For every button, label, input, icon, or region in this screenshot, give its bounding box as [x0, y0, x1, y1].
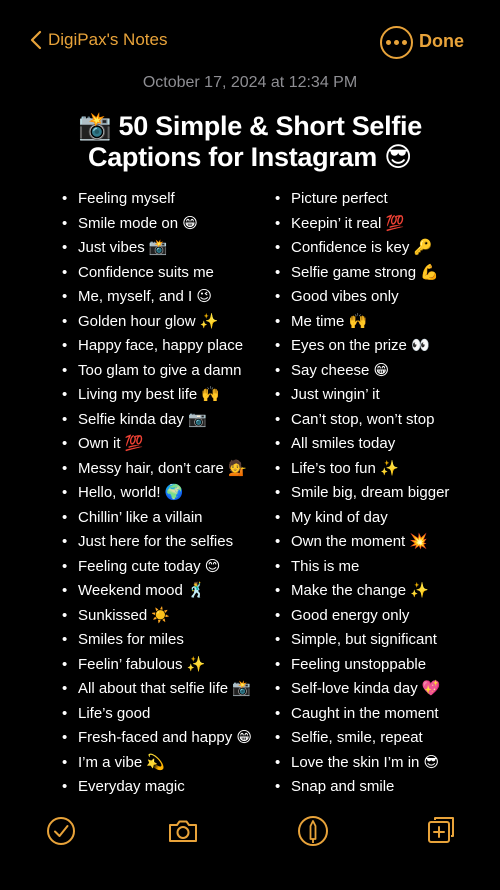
- caption-list-item: • Everyday magic: [62, 775, 252, 800]
- caption-list-item: • Caught in the moment: [275, 702, 449, 727]
- caption-list-item: • Eyes on the prize 👀: [275, 334, 449, 359]
- caption-list-item: • Just vibes 📸: [62, 236, 252, 261]
- caption-list-item: • Simple, but significant: [275, 628, 449, 653]
- caption-list-item: • Smiles for miles: [62, 628, 252, 653]
- caption-list-item: • Sunkissed ☀️: [62, 604, 252, 629]
- caption-list-item: • Feelin’ fabulous ✨: [62, 653, 252, 678]
- note-title-line-1: 📸 50 Simple & Short Selfie: [78, 111, 422, 141]
- caption-list-item: • Love the skin I’m in 😎: [275, 751, 449, 776]
- caption-list-item: • Smile mode on 😁: [62, 212, 252, 237]
- caption-list-item: • Selfie kinda day 📷: [62, 408, 252, 433]
- ellipsis-dot: [386, 40, 391, 45]
- ellipsis-dot: [394, 40, 399, 45]
- caption-list-item: • Me, myself, and I 😉: [62, 285, 252, 310]
- camera-icon: [167, 815, 199, 847]
- caption-list-item: • Smile big, dream bigger: [275, 481, 449, 506]
- caption-list-item: • My kind of day: [275, 506, 449, 531]
- caption-list-item: • Own it 💯: [62, 432, 252, 457]
- caption-list-item: • Hello, world! 🌍: [62, 481, 252, 506]
- caption-list-item: • Weekend mood 🕺: [62, 579, 252, 604]
- note-timestamp: October 17, 2024 at 12:34 PM: [142, 74, 358, 91]
- done-button[interactable]: Done: [419, 31, 464, 51]
- bottom-toolbar: [0, 815, 500, 855]
- note-title[interactable]: [0, 111, 500, 173]
- caption-list-item: • Chillin’ like a villain: [62, 506, 252, 531]
- caption-list-item: • Self-love kinda day 💖: [275, 677, 449, 702]
- more-options-button[interactable]: [380, 26, 413, 59]
- caption-list-item: • Confidence is key 🔑: [275, 236, 449, 261]
- chevron-left-icon: [30, 30, 42, 50]
- caption-list-item: • All about that selfie life 📸: [62, 677, 252, 702]
- caption-list-item: • Make the change ✨: [275, 579, 449, 604]
- caption-list-item: • Picture perfect: [275, 187, 449, 212]
- back-button-label: DigiPax's Notes: [48, 30, 168, 49]
- caption-list-item: • Feeling unstoppable: [275, 653, 449, 678]
- caption-list-item: • This is me: [275, 555, 449, 580]
- checklist-button[interactable]: [45, 815, 77, 847]
- ellipsis-dot: [402, 40, 407, 45]
- caption-list-item: • Too glam to give a damn: [62, 359, 252, 384]
- back-button[interactable]: [30, 30, 167, 50]
- compose-icon: [424, 815, 456, 847]
- caption-list-item: • Golden hour glow ✨: [62, 310, 252, 335]
- caption-list-item: • Life’s too fun ✨: [275, 457, 449, 482]
- compose-button[interactable]: [424, 815, 456, 847]
- caption-list-item: • Selfie, smile, repeat: [275, 726, 449, 751]
- caption-list-item: • Living my best life 🙌: [62, 383, 252, 408]
- caption-list-item: • Keepin’ it real 💯: [275, 212, 449, 237]
- caption-list-item: • Me time 🙌: [275, 310, 449, 335]
- caption-list-item: • Good vibes only: [275, 285, 449, 310]
- caption-list-item: • Just here for the selfies: [62, 530, 252, 555]
- caption-list-right[interactable]: [275, 187, 449, 800]
- caption-list-item: • Life’s good: [62, 702, 252, 727]
- camera-button[interactable]: [167, 815, 199, 847]
- caption-list-item: • All smiles today: [275, 432, 449, 457]
- caption-list-item: • Say cheese 😁: [275, 359, 449, 384]
- caption-list-item: • Feeling cute today 😊: [62, 555, 252, 580]
- caption-list-item: • Selfie game strong 💪: [275, 261, 449, 286]
- caption-list-left[interactable]: [62, 187, 252, 800]
- note-title-line-2: Captions for Instagram 😎: [88, 142, 412, 172]
- checklist-icon: [45, 815, 77, 847]
- caption-list-item: • Messy hair, don’t care 💁: [62, 457, 252, 482]
- caption-list-item: • Fresh-faced and happy 😁: [62, 726, 252, 751]
- caption-list-item: • I’m a vibe 💫: [62, 751, 252, 776]
- caption-list-item: • Confidence suits me: [62, 261, 252, 286]
- caption-list-item: • Happy face, happy place: [62, 334, 252, 359]
- markup-pen-icon: [297, 815, 329, 847]
- caption-list-item: • Good energy only: [275, 604, 449, 629]
- caption-list-item: • Snap and smile: [275, 775, 449, 800]
- markup-button[interactable]: [297, 815, 329, 847]
- caption-list-item: • Own the moment 💥: [275, 530, 449, 555]
- caption-list-item: • Feeling myself: [62, 187, 252, 212]
- caption-list-item: • Just wingin’ it: [275, 383, 449, 408]
- caption-list-item: • Can’t stop, won’t stop: [275, 408, 449, 433]
